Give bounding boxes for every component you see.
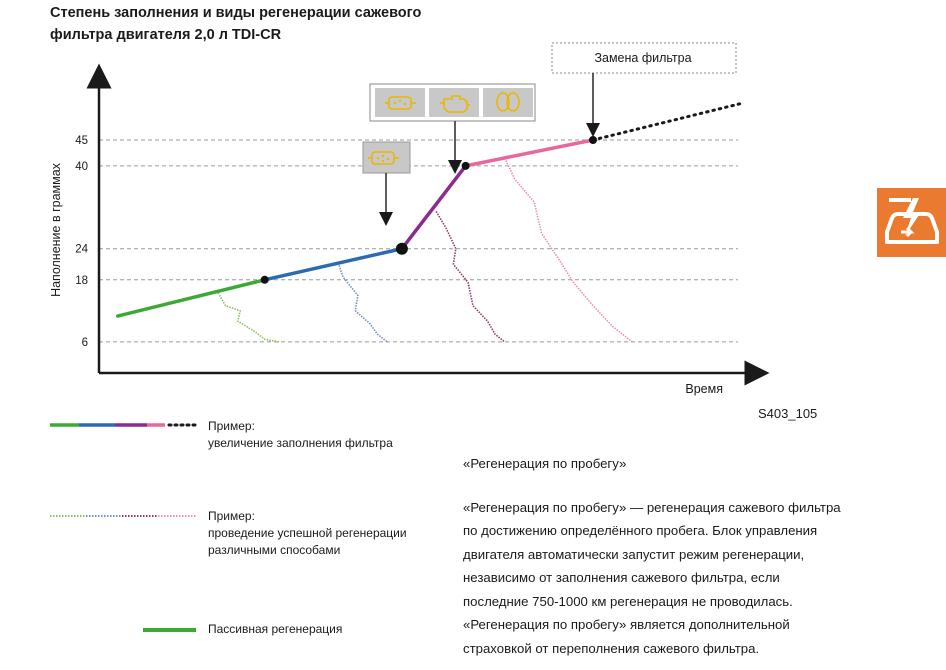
- legend-lines: [50, 425, 198, 630]
- regeneration-curve-3: [436, 211, 505, 341]
- legend-passive-text: [208, 621, 342, 638]
- regeneration-curve-4: [505, 158, 632, 342]
- y-tick-label-45: 45: [75, 135, 88, 147]
- regeneration-icon-box-1: [375, 88, 425, 117]
- series-blue: [265, 249, 402, 280]
- figure-id: S403_105: [758, 406, 818, 421]
- description-paragraph-1: «Регенерация по пробегу» — регенерация сажевого фильтра по достижению определённого пробега. Блок управления двигателя автоматически запустит режим регенерации, независимо от заполнения сажевого фильтра, если последние 750-1000 км регенерация не проводилась.: [463, 499, 841, 609]
- y-tick-label-24: 24: [75, 243, 88, 256]
- legend-regeneration-line1: Пример:: [208, 509, 255, 523]
- y-tick-label-18: 18: [75, 274, 88, 287]
- legend-regeneration-line2: проведение успешной регенерации: [208, 526, 407, 540]
- y-tick-label-6: 6: [81, 336, 88, 349]
- regeneration-curve-2: [338, 263, 387, 342]
- marker-point-18: [261, 276, 269, 284]
- series-projection: [593, 104, 740, 140]
- gridlines: [99, 140, 738, 342]
- title-line-1: Степень заполнения и виды регенерации сажевого: [50, 5, 422, 21]
- callouts: [363, 43, 736, 219]
- side-badge: [877, 188, 946, 257]
- title-line-2: фильтра двигателя 2,0 л TDI-CR: [50, 27, 282, 43]
- filter-replacement-callout: [552, 43, 736, 130]
- regeneration-description: [463, 452, 843, 660]
- marker-point-40: [462, 162, 470, 170]
- data-markers: [261, 136, 597, 284]
- series-purple: [402, 166, 466, 249]
- y-tick-labels: [75, 135, 88, 349]
- x-axis-label: Время: [685, 382, 723, 396]
- legend-increase-line1: Пример:: [208, 419, 255, 433]
- legend-regeneration-text: [208, 508, 407, 559]
- filter-replacement-label: Замена фильтра: [594, 51, 692, 65]
- legend-increase-line2: увеличение заполнения фильтра: [208, 436, 393, 450]
- legend-passive-label: Пассивная регенерация: [208, 622, 343, 636]
- series-passive: [118, 280, 265, 316]
- description-heading: «Регенерация по пробегу»: [463, 456, 627, 471]
- description-paragraph-2: «Регенерация по пробегу» является дополнительной страховкой от переполнения сажевого фильтра.: [463, 617, 790, 656]
- axes: [49, 76, 757, 396]
- dpf-icon-callout: [363, 142, 410, 219]
- car-warning-icon: [877, 188, 946, 257]
- marker-point-45: [589, 136, 597, 144]
- regeneration-curve-1: [218, 293, 279, 342]
- fill-series: [118, 104, 740, 316]
- regeneration-icon-box-3: [483, 88, 533, 117]
- marker-point-24: [396, 243, 408, 255]
- legend-increase-text: [208, 418, 393, 452]
- legend-regeneration-line3: различными способами: [208, 543, 341, 557]
- y-axis-label: Наполнение в граммах: [49, 163, 63, 297]
- series-pink: [466, 140, 593, 166]
- regeneration-curves: [218, 158, 632, 342]
- y-tick-label-40: 40: [75, 160, 88, 173]
